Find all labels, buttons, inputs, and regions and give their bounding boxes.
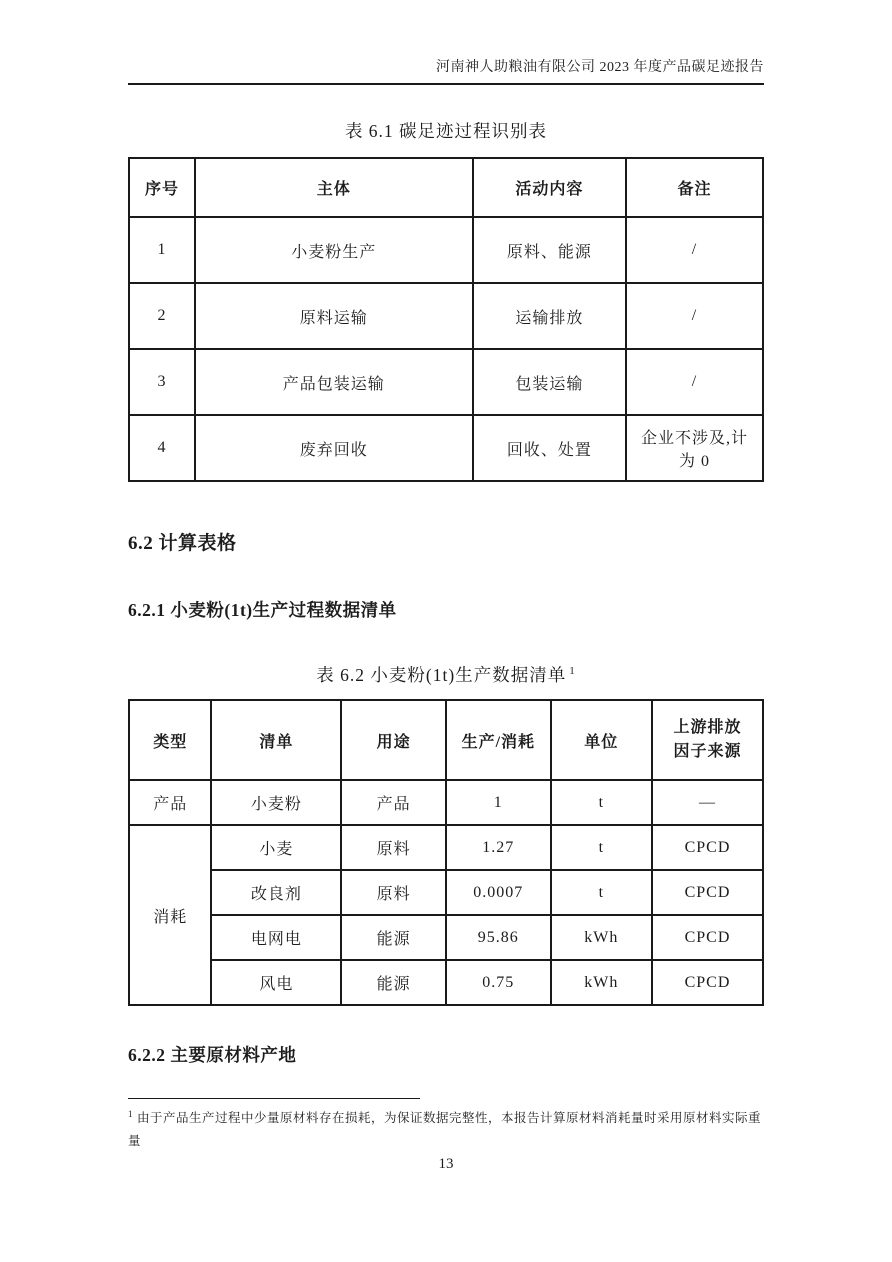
column-header: 序号 (129, 158, 195, 217)
table-header-row (129, 158, 763, 217)
table-cell-group-label: 消耗 (129, 825, 211, 1005)
table-cell: 企业不涉及,计为 0 (626, 415, 763, 481)
table-cell: 改良剂 (211, 870, 341, 915)
table-header-row (129, 700, 763, 780)
table-cell: 3 (129, 349, 195, 415)
table-cell: CPCD (652, 825, 763, 870)
process-identification-table (128, 157, 764, 482)
table-cell: 小麦粉 (211, 780, 341, 825)
column-header: 单位 (551, 700, 652, 780)
table2-title-text: 表 6.2 小麦粉(1t)生产数据清单 (316, 665, 567, 685)
table-cell: 原料、能源 (473, 217, 626, 283)
table-cell: 1 (446, 780, 551, 825)
table-cell: CPCD (652, 870, 763, 915)
table-cell: 产品 (341, 780, 446, 825)
table-cell: t (551, 780, 652, 825)
table-cell: 95.86 (446, 915, 551, 960)
table-cell: 1.27 (446, 825, 551, 870)
column-header: 备注 (626, 158, 763, 217)
footnote-body: 由于产品生产过程中少量原材料存在损耗，为保证数据完整性，本报告计算原材料消耗量时采用原材料实际重量 (128, 1111, 762, 1148)
table-cell: — (652, 780, 763, 825)
section-heading-6-2: 6.2 计算表格 (128, 533, 237, 554)
table-cell: 4 (129, 415, 195, 481)
table-cell: kWh (551, 915, 652, 960)
table-cell: 废弃回收 (195, 415, 473, 481)
column-header: 类型 (129, 700, 211, 780)
table-cell: 能源 (341, 915, 446, 960)
column-header: 主体 (195, 158, 473, 217)
table-cell: t (551, 870, 652, 915)
table2-title (128, 662, 764, 687)
column-header: 活动内容 (473, 158, 626, 217)
table-cell: 包装运输 (473, 349, 626, 415)
running-header (128, 56, 764, 85)
table-row (129, 283, 763, 349)
column-header: 清单 (211, 700, 341, 780)
table-cell: kWh (551, 960, 652, 1005)
table-cell: 原料运输 (195, 283, 473, 349)
running-header-title: 河南神人助粮油有限公司 2023 年度产品碳足迹报告 (436, 60, 764, 75)
column-header (652, 700, 763, 780)
table-cell: 小麦 (211, 825, 341, 870)
table1-title: 表 6.1 碳足迹过程识别表 (344, 121, 548, 141)
table-cell: 产品包装运输 (195, 349, 473, 415)
footnote-text (128, 1106, 764, 1152)
table-cell: 风电 (211, 960, 341, 1005)
table-cell: 原料 (341, 870, 446, 915)
footnote-marker: 1 (128, 1109, 133, 1119)
table-cell: t (551, 825, 652, 870)
table-cell: 原料 (341, 825, 446, 870)
table-row (129, 915, 763, 960)
table-cell: / (626, 349, 763, 415)
table-row (129, 217, 763, 283)
table-cell: 能源 (341, 960, 446, 1005)
table-cell: 小麦粉生产 (195, 217, 473, 283)
section-heading-6-2-1: 6.2.1 小麦粉(1t)生产过程数据清单 (128, 600, 397, 620)
column-header: 用途 (341, 700, 446, 780)
table-cell: 2 (129, 283, 195, 349)
column-header-label: 上游排放因子来源 (673, 719, 742, 760)
table-row (129, 870, 763, 915)
table-cell: / (626, 217, 763, 283)
page-content (128, 110, 764, 1067)
table-cell: 0.75 (446, 960, 551, 1005)
column-header: 生产/消耗 (446, 700, 551, 780)
table-cell: / (626, 283, 763, 349)
table-cell: 1 (129, 217, 195, 283)
table-row (129, 349, 763, 415)
table-cell: CPCD (652, 960, 763, 1005)
footnote-separator (128, 1098, 420, 1099)
table-cell: 回收、处置 (473, 415, 626, 481)
table-row (129, 960, 763, 1005)
table-cell: 0.0007 (446, 870, 551, 915)
section-heading-6-2-2: 6.2.2 主要原材料产地 (128, 1045, 297, 1065)
table-row (129, 780, 763, 825)
table-cell: CPCD (652, 915, 763, 960)
table2-footnote-ref: 1 (569, 665, 576, 678)
table-cell: 电网电 (211, 915, 341, 960)
page-number: 13 (438, 1156, 454, 1173)
footnote-area (128, 1098, 764, 1173)
table-row (129, 415, 763, 481)
table-cell: 运输排放 (473, 283, 626, 349)
table-row (129, 825, 763, 870)
production-data-table (128, 699, 764, 1006)
table-cell: 产品 (129, 780, 211, 825)
